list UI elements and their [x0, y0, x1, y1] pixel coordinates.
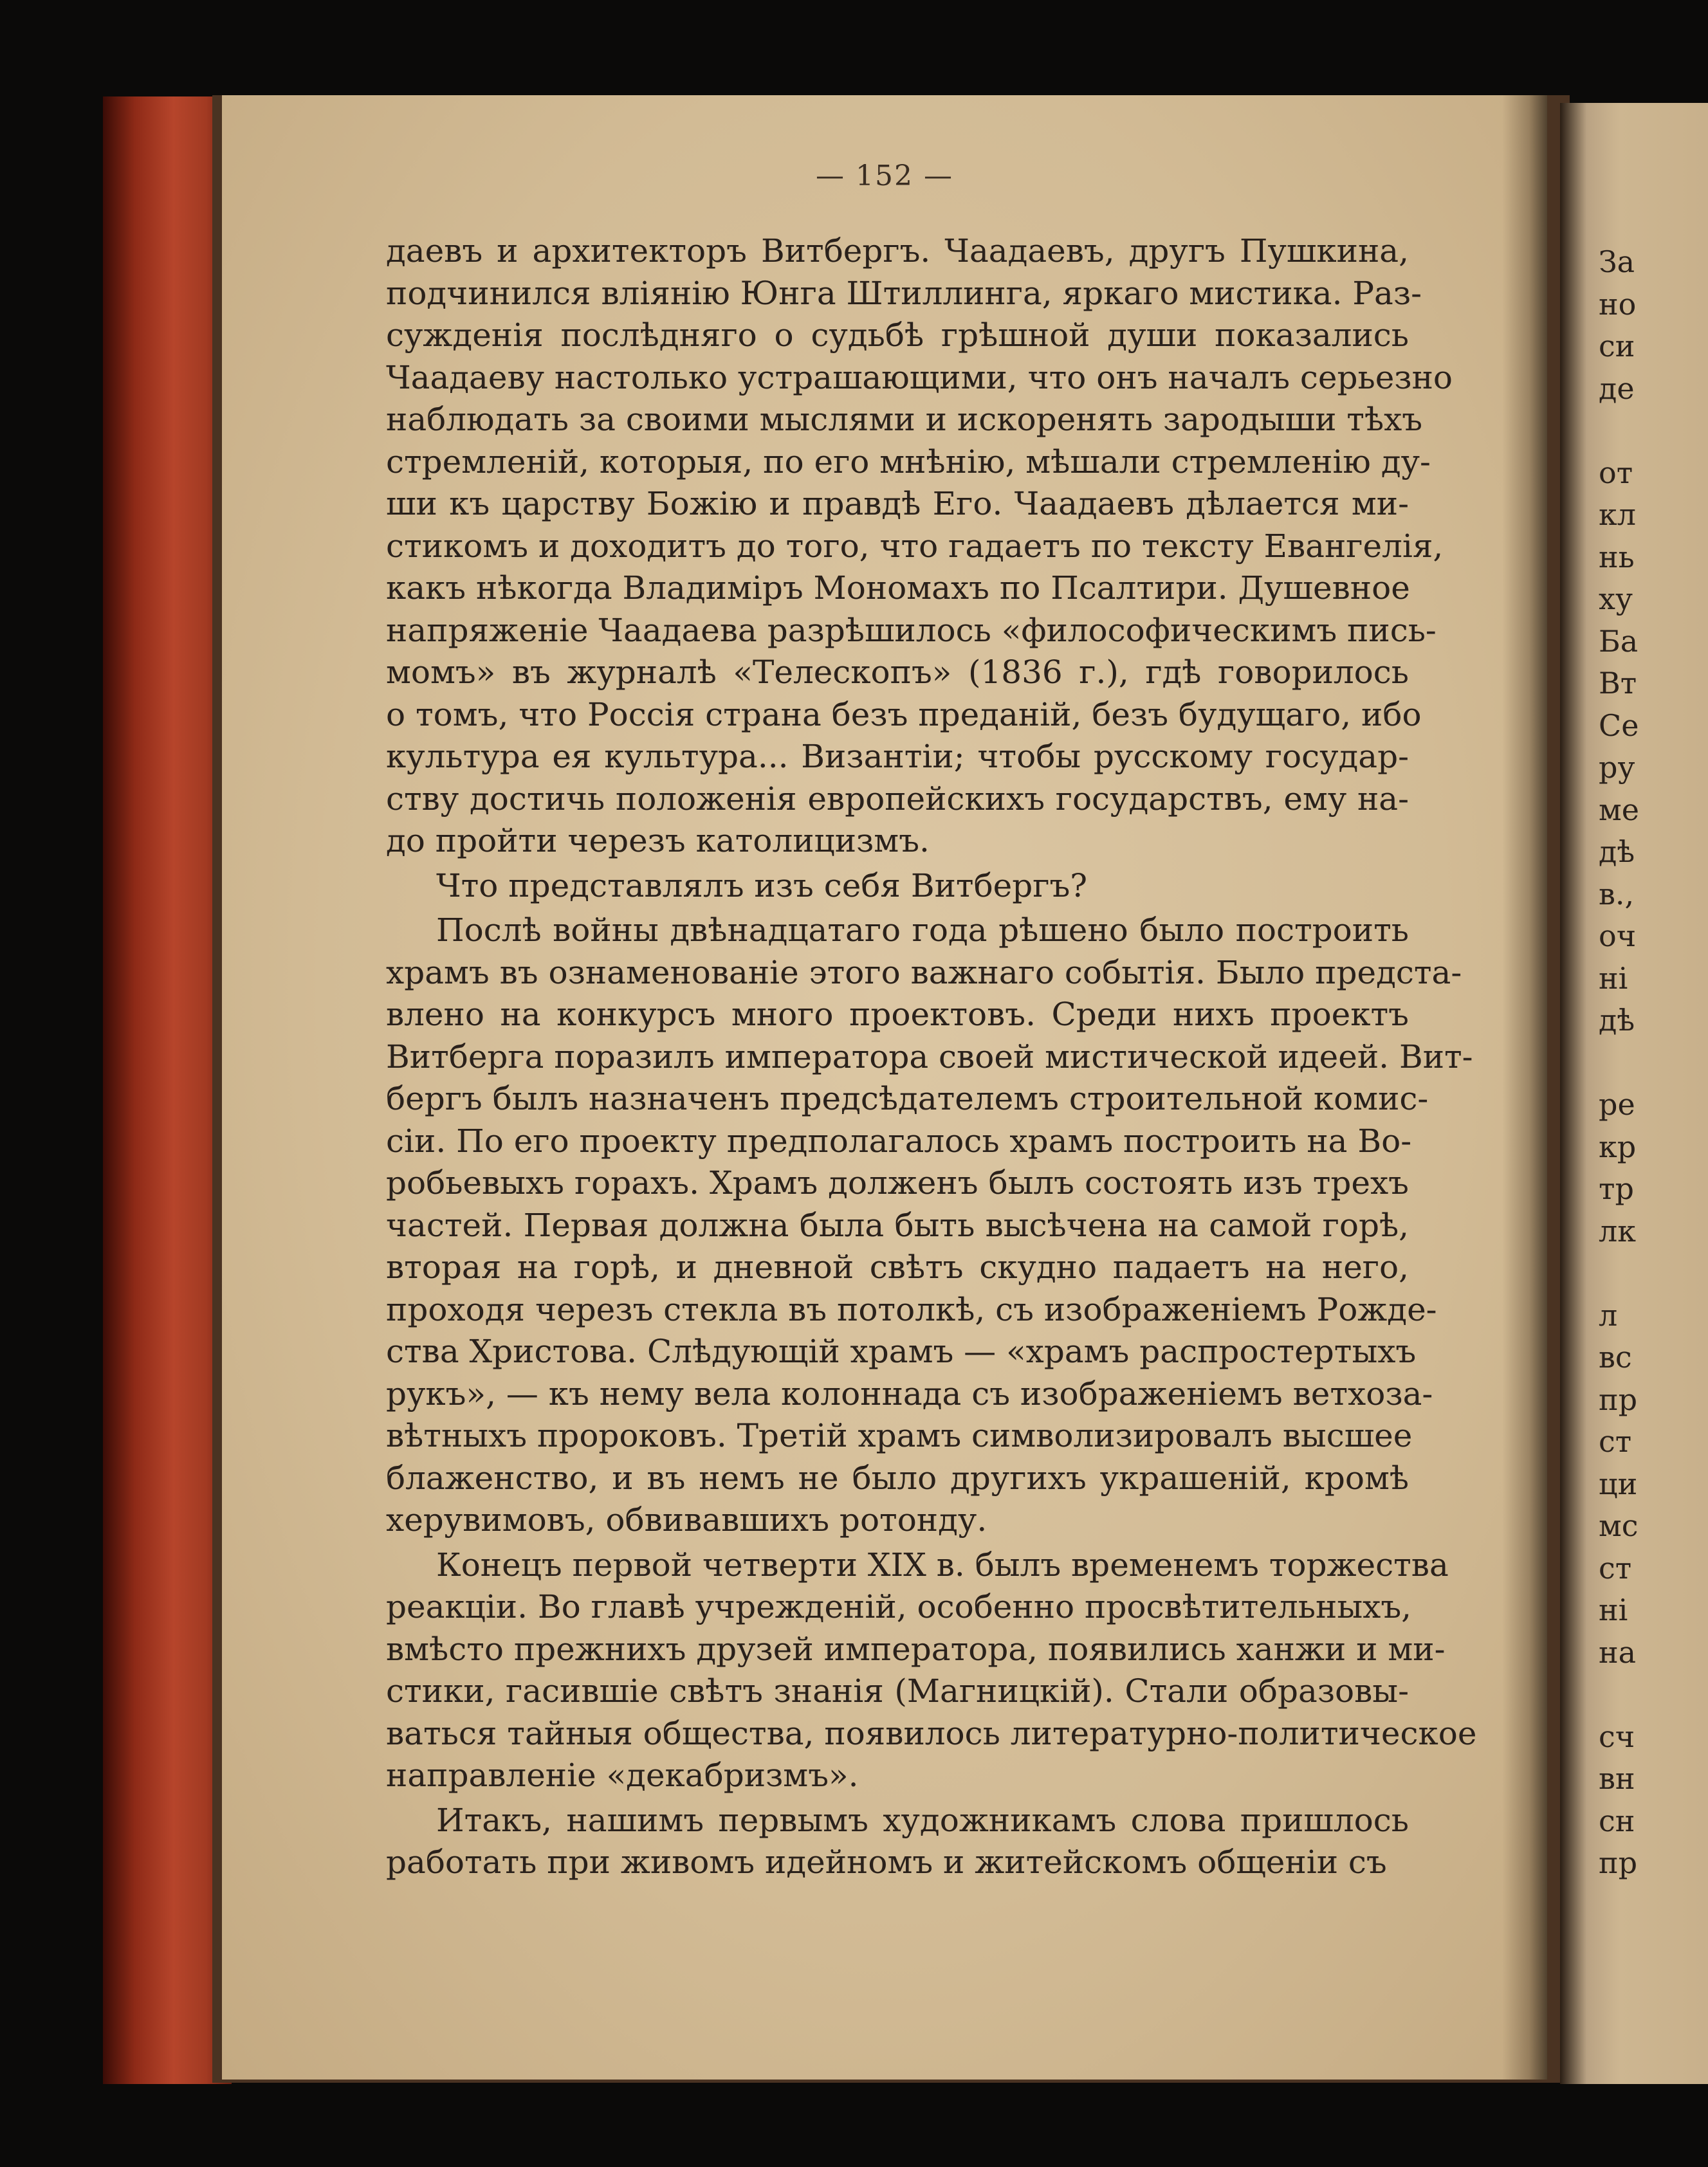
- text-line: вѣтныхъ пророковъ. Третiй храмъ символизировалъ высшее: [386, 1417, 1413, 1454]
- text-line: о томъ, что Россiя страна безъ преданiй, безъ будущаго, ибо: [386, 695, 1422, 733]
- text-line: херувимовъ, обвивавшихъ ротонду.: [386, 1501, 987, 1539]
- text-line: робьевыхъ горахъ. Храмъ долженъ былъ состоять изъ трехъ: [386, 1164, 1409, 1202]
- text-fragment: ру: [1599, 750, 1635, 785]
- text-line: наблюдать за своими мыслями и искоренять зародыши тѣхъ: [386, 401, 1423, 438]
- text-line: ства Христова. Слѣдующiй храмъ — «храмъ распростертыхъ: [386, 1333, 1417, 1370]
- text-fragment: дѣ: [1599, 1003, 1635, 1038]
- text-line: напряженiе Чаадаева разрѣшилось «философическимъ пись-: [386, 611, 1437, 649]
- text-fragment: де: [1599, 370, 1635, 406]
- text-line: до пройти черезъ католицизмъ.: [386, 822, 930, 859]
- left-page: [222, 95, 1547, 2080]
- line-gap: [1599, 410, 1708, 452]
- text-line: Итакъ, нашимъ первымъ художникамъ слова пришлось: [436, 1801, 1409, 1839]
- text-line: рукъ», — къ нему вела колоннада съ изображенiемъ ветхоза-: [386, 1375, 1433, 1413]
- paragraph: [386, 1800, 1409, 1884]
- text-fragment: сч: [1599, 1719, 1635, 1754]
- text-line: стикомъ и доходитъ до того, что гадаетъ по тексту Евангелiя,: [386, 527, 1444, 565]
- text-fragment: ре: [1599, 1087, 1635, 1122]
- line-gap: [1599, 1674, 1708, 1716]
- paragraph: [386, 910, 1473, 1542]
- paragraph: [386, 230, 1453, 863]
- text-fragment: ху: [1599, 581, 1633, 616]
- text-line: ству достичь положенiя европейскихъ государствъ, ему на-: [386, 780, 1409, 818]
- text-fragment: на: [1599, 1634, 1637, 1670]
- text-line: ваться тайныя общества, появилось литературно-политическое: [386, 1714, 1477, 1752]
- text-fragment: нь: [1599, 539, 1635, 574]
- text-fragment: дѣ: [1599, 834, 1635, 869]
- text-fragment: в.,: [1599, 876, 1635, 911]
- text-line: влено на конкурсъ много проектовъ. Среди нихъ проектъ: [386, 996, 1409, 1033]
- text-fragment: нi: [1599, 960, 1628, 996]
- text-fragment: кл: [1599, 497, 1636, 532]
- text-fragment: л: [1599, 1297, 1618, 1333]
- line-gap: [1599, 1252, 1708, 1295]
- text-line: момъ» въ журналѣ «Телескопъ» (1836 г.), гдѣ говорилось: [386, 654, 1409, 691]
- text-line: Что представлялъ изъ себя Витбергъ?: [436, 866, 1088, 904]
- paragraph: [386, 1544, 1477, 1797]
- text-line: направленiе «декабризмъ».: [386, 1757, 859, 1794]
- text-line: бергъ былъ назначенъ предсѣдателемъ строительной комис-: [386, 1080, 1429, 1117]
- text-line: вторая на горѣ, и дневной свѣтъ скудно падаетъ на него,: [386, 1248, 1409, 1286]
- text-line: проходя черезъ стекла въ потолкѣ, съ изображенiемъ Рожде-: [386, 1290, 1437, 1328]
- text-fragment: тр: [1599, 1171, 1634, 1206]
- text-fragment: от: [1599, 455, 1633, 490]
- text-line: сужденiя послѣдняго о судьбѣ грѣшной души показались: [386, 316, 1409, 354]
- text-line: работать при живомъ идейномъ и житейскомъ общенiи съ: [386, 1843, 1387, 1881]
- page-number: — 152 —: [816, 160, 953, 192]
- text-fragment: Се: [1599, 708, 1639, 743]
- text-line: Послѣ войны двѣнадцатаго года рѣшено было построить: [436, 911, 1409, 949]
- text-fragment: сн: [1599, 1803, 1635, 1838]
- text-fragment: си: [1599, 329, 1635, 363]
- text-fragment: вн: [1599, 1761, 1635, 1796]
- text-line: какъ нѣкогда Владимiръ Мономахъ по Псалтири. Душевное: [386, 569, 1410, 607]
- text-line: ши къ царству Божiю и правдѣ Его. Чаадаевъ дѣлается ми-: [386, 485, 1409, 522]
- text-fragment: пр: [1599, 1845, 1638, 1880]
- text-line: стики, гасившiе свѣтъ знанiя (Магницкiй). Стали образовы-: [386, 1672, 1409, 1710]
- text-fragment: ци: [1599, 1466, 1638, 1501]
- text-fragment: лк: [1599, 1213, 1636, 1248]
- text-fragment: вс: [1599, 1340, 1632, 1375]
- text-fragment: но: [1599, 286, 1637, 322]
- text-line: культура ея культура... Византiи; чтобы русскому государ-: [386, 738, 1409, 775]
- body-text: [386, 230, 1477, 1887]
- text-line: вмѣсто прежнихъ друзей императора, появились ханжи и ми-: [386, 1630, 1446, 1668]
- text-fragment: Ба: [1599, 623, 1639, 659]
- text-fragment: мс: [1599, 1508, 1639, 1543]
- text-line: Чаадаеву настолько устрашающими, что онъ началъ серьезно: [386, 358, 1453, 396]
- text-fragment: кр: [1599, 1129, 1637, 1164]
- paragraph: [386, 865, 1409, 908]
- text-fragment: ст: [1599, 1424, 1632, 1459]
- text-line: частей. Первая должна была быть высѣчена на самой горѣ,: [386, 1206, 1409, 1244]
- text-fragment: За: [1599, 244, 1635, 279]
- text-line: даевъ и архитекторъ Витбергъ. Чаадаевъ, другъ Пушкина,: [386, 232, 1409, 270]
- text-line: реакцiи. Во главѣ учрежденiй, особенно просвѣтительныхъ,: [386, 1588, 1412, 1625]
- text-fragment: ст: [1599, 1550, 1632, 1586]
- text-line: блаженство, и въ немъ не было другихъ украшенiй, кромѣ: [386, 1459, 1409, 1497]
- text-fragment: Вт: [1599, 666, 1637, 700]
- text-line: стремленiй, которыя, по его мнѣнiю, мѣшали стремленiю ду-: [386, 443, 1431, 480]
- right-page-text: [1599, 241, 1708, 1885]
- text-line: сiи. По его проекту предполагалось храмъ построить на Во-: [386, 1122, 1412, 1160]
- page-gutter: [1502, 95, 1547, 2080]
- text-fragment: нi: [1599, 1593, 1628, 1627]
- line-gap: [1599, 1042, 1708, 1084]
- right-page: [1560, 103, 1708, 2084]
- text-line: подчинился влiянiю Юнга Штиллинга, яркаго мистика. Раз-: [386, 274, 1422, 312]
- text-fragment: ме: [1599, 792, 1640, 827]
- text-fragment: пр: [1599, 1382, 1638, 1417]
- text-line: храмъ въ ознаменованiе этого важнаго событiя. Было предста-: [386, 953, 1462, 991]
- text-line: Конецъ первой четверти XIX в. былъ временемъ торжества: [436, 1546, 1449, 1584]
- text-line: Витберга поразилъ императора своей мистической идеей. Вит-: [386, 1038, 1473, 1075]
- text-fragment: оч: [1599, 919, 1637, 953]
